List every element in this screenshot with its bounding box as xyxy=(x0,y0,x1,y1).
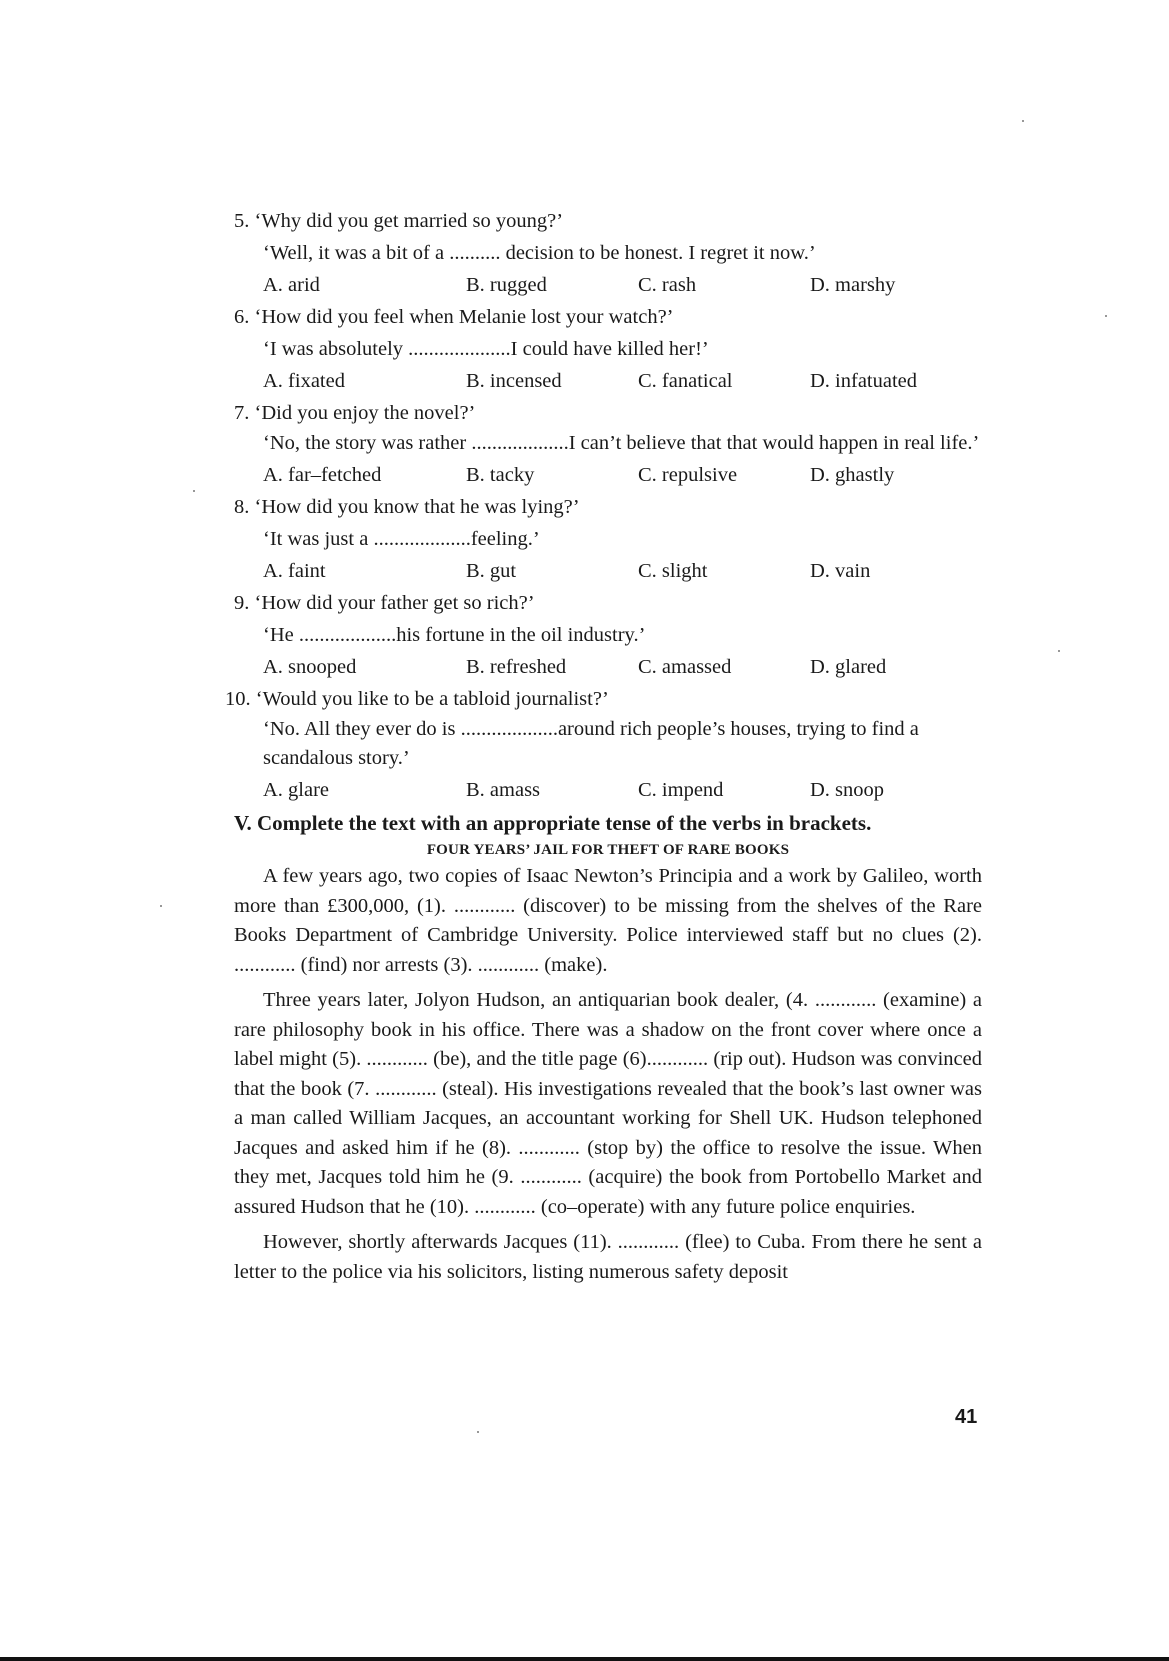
option-d: D. glared xyxy=(810,656,887,678)
option-b: B. refreshed xyxy=(466,656,567,678)
option-b: B. tacky xyxy=(466,464,535,486)
option-d: D. infatuated xyxy=(810,370,918,392)
scan-speck xyxy=(1058,650,1060,652)
question-prompt xyxy=(234,587,982,619)
option-a: A. arid xyxy=(263,274,320,296)
option-a: A. glare xyxy=(263,779,330,801)
option-c: C. impend xyxy=(638,779,724,801)
question-6 xyxy=(234,301,982,397)
question-response: ‘It was just a ...................feeling.’ xyxy=(263,528,540,550)
answer-options xyxy=(234,459,982,491)
option-a: A. snooped xyxy=(263,656,357,678)
answer-options xyxy=(234,651,982,683)
question-response: ‘He ...................his fortune in the oil industry.’ xyxy=(263,624,646,646)
answer-options xyxy=(234,269,982,301)
question-number: 10. xyxy=(225,688,251,710)
question-prompt xyxy=(234,491,982,523)
option-d: D. ghastly xyxy=(810,464,895,486)
option-b: B. rugged xyxy=(466,274,547,296)
option-c: C. repulsive xyxy=(638,464,738,486)
question-response: ‘Well, it was a bit of a .......... decision to be honest. I regret it now.’ xyxy=(263,242,816,264)
article-paragraph-2: Three years later, Jolyon Hudson, an antiquarian book dealer, (4. ............ (examine) a rare philosophy book in his office. There was a shadow on the front cover where once a label might (5). ............ (be), and the title page (6)............ (rip out). Hudson was convinced that the book (7. ............ (steal). His investigations revealed that the book’s last owner was a man called William Jacques, an accountant working for Shell UK. Hudson telephoned Jacques and asked him if he (8). ............ (stop by) the office to resolve the issue. When they met, Jacques told him he (9. ............ (acquire) the book from Portobello Market and assured Hudson that he (10). ............ (co–operate) with any future police enquiries. xyxy=(234,989,982,1218)
question-number: 6. xyxy=(234,306,250,328)
page-number: 41 xyxy=(955,1406,978,1428)
option-c: C. amassed xyxy=(638,656,732,678)
option-c: C. rash xyxy=(638,274,697,296)
page-content xyxy=(225,205,982,1287)
question-prompt xyxy=(234,205,982,237)
scan-speck xyxy=(477,1431,479,1433)
question-7 xyxy=(234,397,982,491)
prompt-text: ‘Would you like to be a tabloid journalist?’ xyxy=(255,688,609,710)
question-response: ‘No. All they ever do is ...................around rich people’s houses, trying to find a scandalous story.’ xyxy=(263,718,919,769)
answer-options xyxy=(234,555,982,587)
question-response: ‘I was absolutely ....................I could have killed her!’ xyxy=(263,338,709,360)
option-b: B. gut xyxy=(466,560,517,582)
scan-speck xyxy=(193,490,195,492)
question-8 xyxy=(234,491,982,587)
prompt-text: ‘How did you feel when Melanie lost your watch?’ xyxy=(254,306,674,328)
scan-edge xyxy=(0,1657,1169,1661)
article-paragraph-3: However, shortly afterwards Jacques (11). ............ (flee) to Cuba. From there he sent a letter to the police via his solicitors, listing numerous safety deposit xyxy=(234,1231,982,1283)
article-paragraph-1: A few years ago, two copies of Isaac Newton’s Principia and a work by Galileo, worth more than £300,000, (1). ............ (discover) to be missing from the shelves of the Rare Books Department of Cambridge University. Police interviewed staff but no clues (2). ............ (find) nor arrests (3). ............ (make). xyxy=(234,865,982,976)
question-prompt xyxy=(225,683,982,715)
option-a: A. fixated xyxy=(263,370,345,392)
question-9 xyxy=(234,587,982,683)
prompt-text: ‘How did your father get so rich?’ xyxy=(254,592,535,614)
question-prompt xyxy=(234,301,982,333)
scan-speck xyxy=(160,905,162,907)
question-number: 8. xyxy=(234,496,250,518)
prompt-text: ‘Why did you get married so young?’ xyxy=(254,210,564,232)
question-prompt xyxy=(234,397,982,429)
question-response: ‘No, the story was rather ...................I can’t believe that that would happen in real life.’ xyxy=(263,432,980,454)
question-5 xyxy=(234,205,982,301)
question-number: 5. xyxy=(234,210,250,232)
option-d: D. marshy xyxy=(810,274,896,296)
option-c: C. slight xyxy=(638,560,708,582)
answer-options xyxy=(234,774,982,806)
section-heading: V. Complete the text with an appropriate tense of the verbs in brackets. xyxy=(234,811,872,835)
answer-options xyxy=(234,365,982,397)
scan-speck xyxy=(1022,120,1024,122)
question-number: 9. xyxy=(234,592,250,614)
scan-speck xyxy=(1105,315,1107,317)
option-a: A. faint xyxy=(263,560,326,582)
option-b: B. incensed xyxy=(466,370,562,392)
article-title: FOUR YEARS’ JAIL FOR THEFT OF RARE BOOKS xyxy=(426,842,790,858)
question-number: 7. xyxy=(234,402,250,424)
prompt-text: ‘How did you know that he was lying?’ xyxy=(254,496,580,518)
option-c: C. fanatical xyxy=(638,370,733,392)
option-d: D. snoop xyxy=(810,779,885,801)
option-a: A. far–fetched xyxy=(263,464,382,486)
option-d: D. vain xyxy=(810,560,871,582)
option-b: B. amass xyxy=(466,779,541,801)
prompt-text: ‘Did you enjoy the novel?’ xyxy=(254,402,476,424)
question-10 xyxy=(225,683,982,806)
